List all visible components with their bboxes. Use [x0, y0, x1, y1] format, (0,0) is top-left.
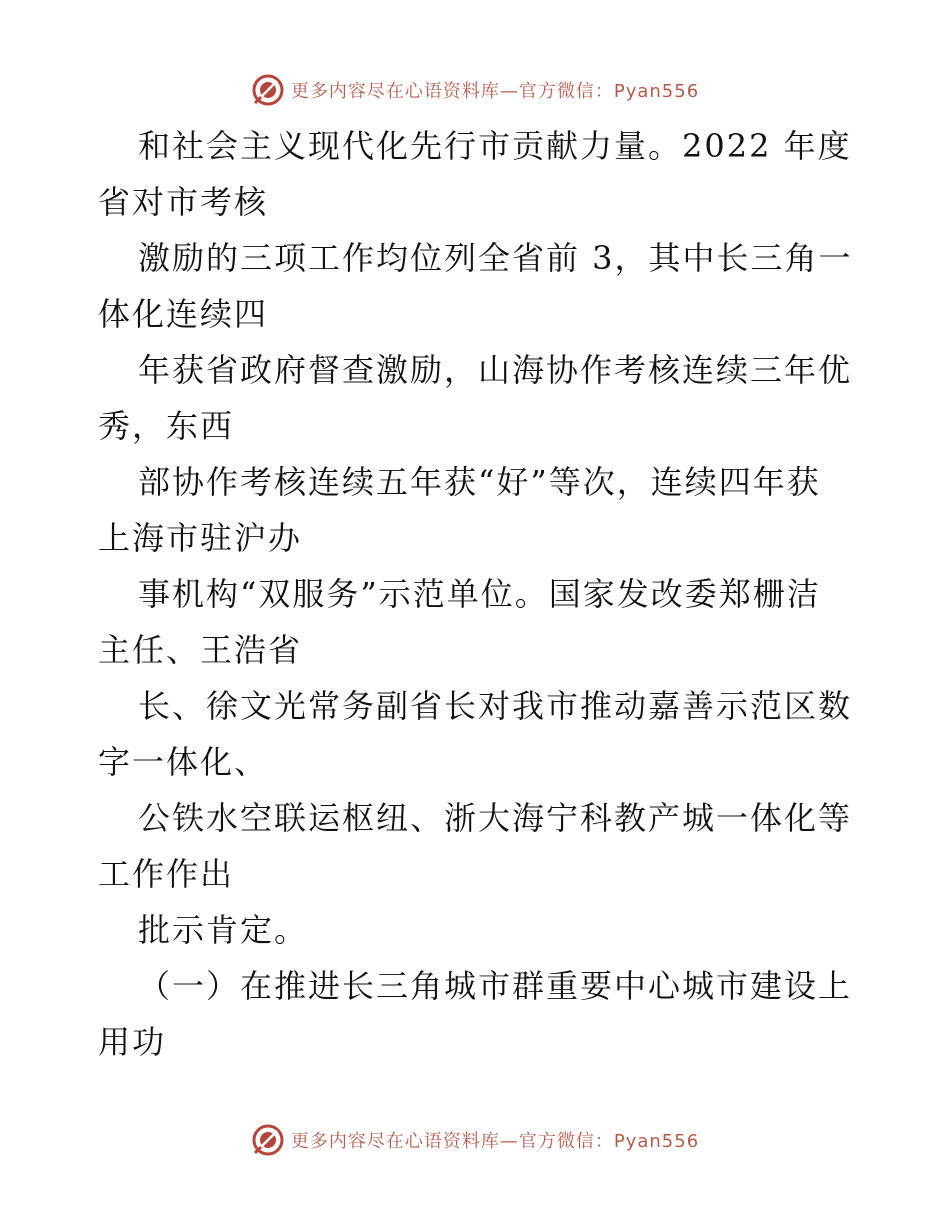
text-line: 公铁水空联运枢纽、浙大海宁科教产城一体化等 [138, 799, 853, 837]
text-line: 字一体化、 [98, 743, 269, 781]
text-line: 激励的三项工作均位列全省前 3，其中长三角一 [138, 239, 853, 277]
text-line: 上海市驻沪办 [98, 519, 303, 557]
paragraph-block-3 [98, 342, 868, 454]
watermark-text: 更多内容尽在心语资料库—官方微信：Pyan556 [290, 81, 700, 102]
paragraph-block-7 [98, 790, 868, 902]
paragraph-block-1 [98, 118, 868, 230]
text-line: 部协作考核连续五年获“好”等次，连续四年获 [138, 463, 821, 501]
text-line: 省对市考核 [98, 183, 269, 221]
section-heading [98, 958, 868, 1070]
text-line: 工作作出 [98, 855, 235, 893]
watermark-text: 更多内容尽在心语资料库—官方微信：Pyan556 [290, 1131, 700, 1152]
pen-logo-icon [251, 73, 285, 107]
pen-logo-icon [251, 1123, 285, 1157]
text-line: 批示肯定。 [138, 911, 309, 949]
header-watermark [0, 70, 950, 110]
heading-line: （一）在推进长三角城市群重要中心城市建设上 [138, 967, 853, 1005]
text-line: 事机构“双服务”示范单位。国家发改委郑栅洁 [138, 575, 821, 613]
text-line: 主任、王浩省 [98, 631, 303, 669]
text-line: 秀，东西 [98, 407, 235, 445]
heading-line: 用功 [98, 1023, 167, 1061]
document-body [98, 118, 868, 1070]
text-line: 和社会主义现代化先行市贡献力量。2022 年度 [138, 127, 852, 165]
paragraph-block-4 [98, 454, 868, 566]
text-line: 年获省政府督查激励，山海协作考核连续三年优 [138, 351, 853, 389]
paragraph-block-2 [98, 230, 868, 342]
text-line: 体化连续四 [98, 295, 269, 333]
text-line: 长、徐文光常务副省长对我市推动嘉善示范区数 [138, 687, 853, 725]
footer-watermark [0, 1120, 950, 1160]
paragraph-block-5 [98, 566, 868, 678]
paragraph-block-8 [98, 902, 868, 958]
paragraph-block-6 [98, 678, 868, 790]
